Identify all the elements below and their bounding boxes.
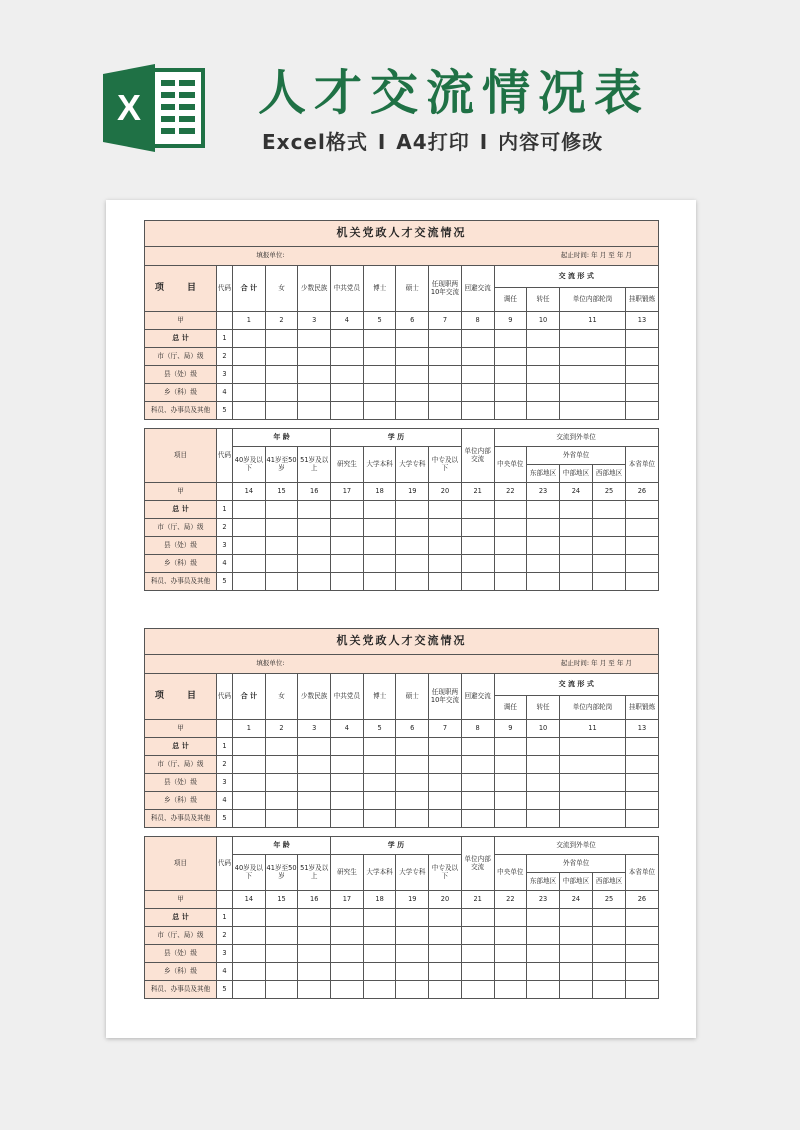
form-title: 机关党政人才交流情况 (145, 629, 659, 655)
table-row: 科员、办事员及其他 5 (145, 402, 659, 420)
table-row: 科员、办事员及其他 5 (145, 981, 659, 999)
table-destination-form: 项目 代码 年 龄 学 历 单位内部交流 交流到外单位 40岁及以下 41岁至50岁 51岁及以上 研究生 大学本科 大学专科 中专及以下 中央单位 外省单位 本省单位 东部地区 中部地区 西部地区 甲 14 15 16 17 18 19 20 21 22 23 24 25 26 总 计 1 市（厅、局）级 2 县（处）级 3 乡（科）级 4 科员、办事员及其他 5 (144, 428, 659, 591)
subtitle-editable: 内容可修改 (498, 130, 604, 154)
period-label: 起止时间: 年 月 至 年 月 (396, 247, 659, 266)
subtitle-print: A4打印 (396, 130, 470, 154)
table-row: 乡（科）级 4 (145, 792, 659, 810)
form-copy-1 (144, 220, 656, 591)
table-row: 县（处）级 3 (145, 945, 659, 963)
period-label: 起止时间: 年 月 至 年 月 (396, 655, 659, 674)
spreadsheet-page (106, 200, 696, 1038)
exchange-form-group: 交 流 形 式 (494, 674, 658, 696)
table-exchange-form: 机关党政人才交流情况 填报单位: 起止时间: 年 月 至 年 月 项 目 代码 合 计 女 少数民族 中共党员 博士 硕士 任现职两10年交流 回避交流 交 流 形 式 调任 转任 单位内部轮岗 挂职锻炼 甲 1 2 3 4 5 6 7 8 9 10 11 13 总 计 1 市（厅、局）级 2 县（处）级 3 乡（科）级 4 科员、办事员及其他 5 (144, 220, 659, 420)
table-row: 总 计 1 (145, 330, 659, 348)
table-row: 乡（科）级 4 (145, 963, 659, 981)
item-header: 项 目 (145, 674, 217, 720)
form-copy-2 (144, 628, 656, 999)
table-row: 总 计 1 (145, 501, 659, 519)
table-row: 科员、办事员及其他 5 (145, 810, 659, 828)
destination-group: 交流到外单位 (494, 429, 658, 447)
code-header: 代码 (217, 266, 233, 312)
subtitle-format: Excel格式 (262, 130, 368, 154)
table-row: 县（处）级 3 (145, 537, 659, 555)
table-row: 市（厅、局）级 2 (145, 519, 659, 537)
age-group: 年 龄 (233, 837, 331, 855)
destination-group: 交流到外单位 (494, 837, 658, 855)
education-group: 学 历 (331, 837, 462, 855)
page-subtitle: Excel格式 I A4打印 I 内容可修改 (262, 130, 604, 154)
table-row: 市（厅、局）级 2 (145, 348, 659, 366)
table-row: 总 计 1 (145, 909, 659, 927)
table-row: 科员、办事员及其他 5 (145, 573, 659, 591)
page-title: 人才交流情况表 (258, 65, 651, 121)
table-row: 市（厅、局）级 2 (145, 927, 659, 945)
table-row: 甲 1 2 3 4 5 6 7 8 9 10 11 13 (145, 720, 659, 738)
table-row: 总 计 1 (145, 738, 659, 756)
age-group: 年 龄 (233, 429, 331, 447)
education-group: 学 历 (331, 429, 462, 447)
table-exchange-form: 机关党政人才交流情况 填报单位: 起止时间: 年 月 至 年 月 项 目 代码 合 计 女 少数民族 中共党员 博士 硕士 任现职两10年交流 回避交流 交 流 形 式 调任 转任 单位内部轮岗 挂职锻炼 甲 1 2 3 4 5 6 7 8 9 10 11 13 总 计 1 市（厅、局）级 2 县（处）级 3 乡（科）级 4 科员、办事员及其他 5 (144, 628, 659, 828)
banner (0, 0, 800, 195)
fill-unit-label: 填报单位: (145, 247, 396, 266)
item-header: 项 目 (145, 266, 217, 312)
table-destination-form: 项目 代码 年 龄 学 历 单位内部交流 交流到外单位 40岁及以下 41岁至50岁 51岁及以上 研究生 大学本科 大学专科 中专及以下 中央单位 外省单位 本省单位 东部地区 中部地区 西部地区 甲 14 15 16 17 18 19 20 21 22 23 24 25 26 总 计 1 市（厅、局）级 2 县（处）级 3 乡（科）级 4 科员、办事员及其他 5 (144, 836, 659, 999)
fill-unit-label: 填报单位: (145, 655, 396, 674)
code-header: 代码 (217, 674, 233, 720)
exchange-form-group: 交 流 形 式 (494, 266, 658, 288)
excel-icon (103, 62, 205, 154)
table-row: 县（处）级 3 (145, 366, 659, 384)
table-row: 乡（科）级 4 (145, 384, 659, 402)
table-row: 乡（科）级 4 (145, 555, 659, 573)
table-row: 市（厅、局）级 2 (145, 756, 659, 774)
svg-text:X: X (116, 87, 142, 128)
table-row: 甲 14 15 16 17 18 19 20 21 22 23 24 25 26 (145, 891, 659, 909)
table-row: 县（处）级 3 (145, 774, 659, 792)
form-title: 机关党政人才交流情况 (145, 221, 659, 247)
table-row: 甲 14 15 16 17 18 19 20 21 22 23 24 25 26 (145, 483, 659, 501)
table-row: 甲 1 2 3 4 5 6 7 8 9 10 11 13 (145, 312, 659, 330)
